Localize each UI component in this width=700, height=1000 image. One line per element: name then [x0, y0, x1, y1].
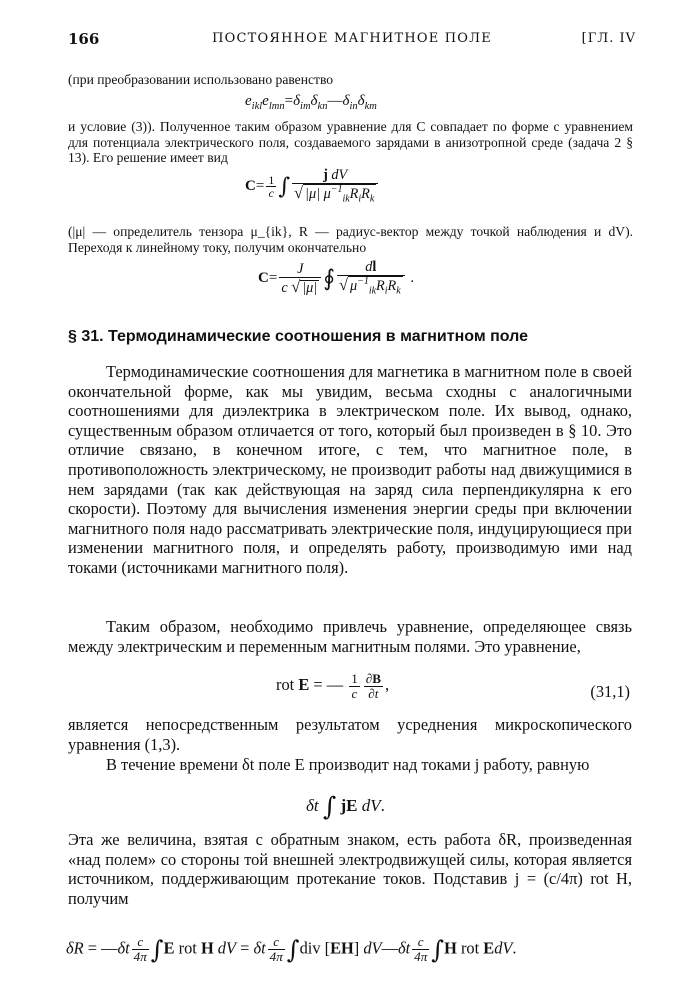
equation-C-volume: C= $\frac{1}{c}$ ∫ $\frac{\text{j dV}}{√ |\mu| \mu^{-1}_{ik}R_iR_k}$ — [245, 168, 380, 205]
identity-equation: $e_{ikl}e_{lmn}=\delta_{im}\delta_{kn}—\delta_{in}\delta_{km}$ — [245, 93, 377, 112]
equation-31-1: rot E = — $\frac{1}{c}$ $\frac{\partial B}{\partial t}$ , — [276, 671, 390, 701]
equation-number: (31,1) — [590, 682, 630, 701]
intro-line: (при преобразовании использовано равенство — [68, 72, 334, 87]
page-number: 166 — [68, 30, 100, 48]
paragraph-2: Таким образом, необходимо привлечь уравнение, определяющее связь между электрическим и переменным магнитным полями. Это уравнение, — [68, 617, 632, 656]
paragraph-1: Термодинамические соотношения для магнетика в магнитном поле в своей окончательной форме, как мы увидим, весьма сходны с аналогичными соотношениями для диэлектрика в электрическом поле. Их вывод, однако, существенным образом отличается от того, который был произведен в § 10. Это отличие связано, в конечном итоге, с тем, что магнитное поле, в противоположность электрическому, не производит работы над движущимися в нем зарядами (так как действующая на заряд сила перпендикулярна к его скорости). Поэтому для вычисления изменения энергии среды при включении магнитного поля надо рассматривать электрические поля, индуцирующиеся при изменении магнитного поля, и определять работу, производимую ими над токами (источниками магнитного поля). — [68, 362, 632, 577]
section-title: § 31. Термодинамические соотношения в магнитном поле — [68, 328, 528, 345]
chapter-label: [ГЛ. IV — [581, 31, 636, 46]
paragraph-4: В течение времени δt поле E производит над токами j работу, равную — [106, 755, 590, 774]
equation-final: δR = —δt $\frac{c}{4\pi}$ ∫E rot H dV = δt $\frac{c}{4\pi}$ ∫div [EH] dV—δt $\frac{c}{4\pi}$ ∫H rot EdV. — [66, 934, 517, 964]
intro-paragraph: и условие (3)). Полученное таким образом уравнение для C совпадает по форме с уравнением для потенциала электрического поля, создаваемого зарядами в анизотропной среде (задача 2 § 13). Его решение имеет вид — [68, 119, 633, 166]
paragraph-5: Эта же величина, взятая с обратным знаком, есть работа δR, произведенная «над полем» со стороны той внешней электродвижущей силы, которая является источником, поддерживающим протекание токов. Подставив j = (c/4π) rot H, получим — [68, 830, 632, 908]
equation-work: δt ∫ jE dV. — [306, 792, 385, 822]
paragraph-3: является непосредственным результатом усреднения микроскопического уравнения (1,3). — [68, 715, 632, 754]
equation-C-line: C= $\frac{J}{c √ |\mu|}$ ∮ $\frac{dl}{√ \mu^{-1}_{ik}R_iR_k}$ . — [258, 259, 415, 297]
running-header — [68, 30, 636, 54]
running-title: ПОСТОЯННОЕ МАГНИТНОЕ ПОЛЕ — [212, 31, 492, 46]
intro-paragraph-2: (|μ| — определитель тензора μ_{ik}, R — радиус-вектор между точкой наблюдения и dV). Переходя к линейному току, получим окончательно — [68, 224, 633, 255]
